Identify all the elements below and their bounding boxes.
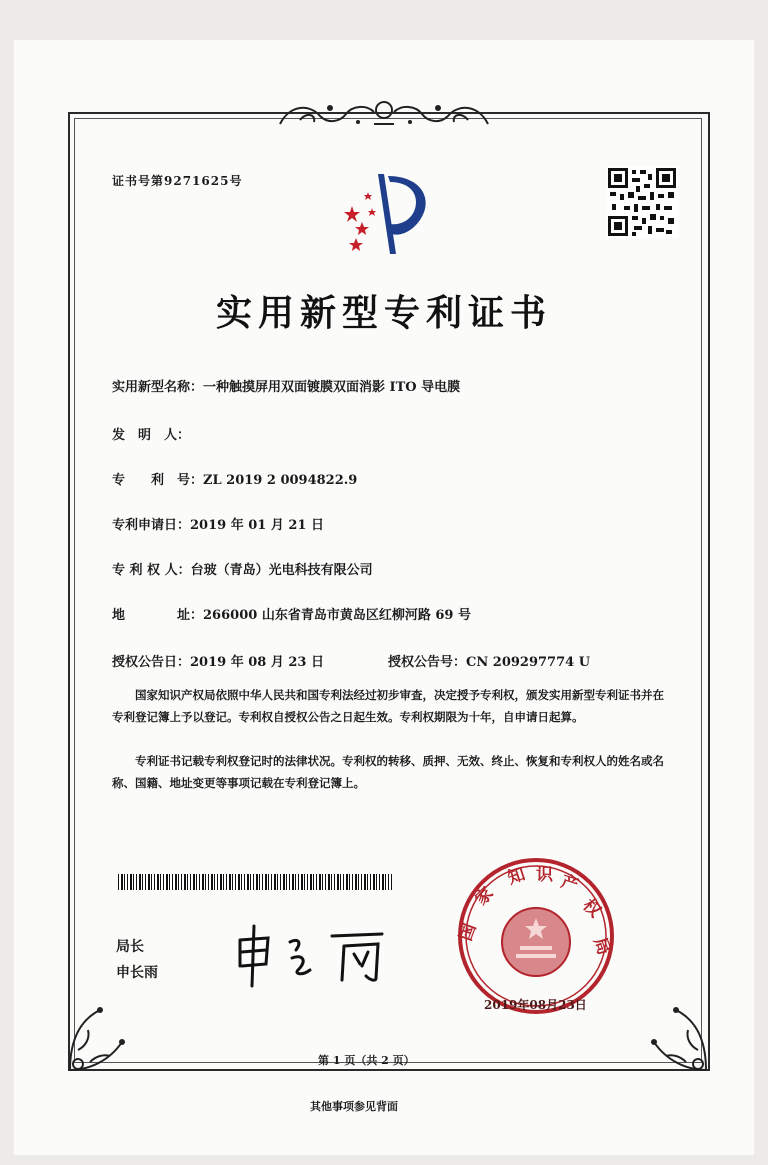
official-seal — [456, 856, 616, 1016]
inventor-label: 发 明 人： — [112, 428, 191, 443]
certificate-number: 证书号第9271625号 — [112, 174, 243, 188]
patentee-label: 专 利 权 人： — [112, 563, 191, 578]
legal-status-paragraph: 专利证书记载专利权登记时的法律状况。专利权的转移、质押、无效、终止、恢复和专利权人的姓名或名称、国籍、地址变更等事项记载在专利登记簿上。 — [112, 754, 664, 790]
grant-number-value: CN 209297774 U — [466, 655, 591, 670]
patent-number-row — [112, 469, 357, 488]
grant-date-label: 授权公告日： — [112, 655, 191, 670]
patentee-row — [112, 559, 373, 578]
bottom-right-ornament — [636, 990, 716, 1080]
seal-date: 2019年08月23日 — [484, 998, 587, 1012]
director-title: 局长 — [116, 939, 144, 955]
inventor-row — [112, 424, 190, 443]
svg-text:知: 知 — [505, 864, 528, 889]
filing-date-row — [112, 514, 324, 533]
qr-code — [606, 166, 678, 238]
utility-model-name-label: 实用新型名称： — [112, 380, 204, 395]
address-value: 266000 山东省青岛市黄岛区红柳河路 69 号 — [203, 608, 471, 623]
director-signature — [232, 920, 402, 990]
svg-text:产: 产 — [558, 871, 581, 897]
grant-number-row — [388, 651, 590, 670]
page-indicator: 第 1 页（共 2 页） — [318, 1054, 415, 1067]
address-row — [112, 604, 471, 623]
filing-date-label: 专利申请日： — [112, 518, 191, 533]
patent-number-value: ZL 2019 2 0094822.9 — [203, 473, 358, 488]
top-ornament — [270, 94, 498, 134]
utility-model-name-value: 一种触摸屏用双面镀膜双面消影 ITO 导电膜 — [203, 380, 461, 395]
see-reverse-note: 其他事项参见背面 — [310, 1100, 398, 1113]
svg-text:国: 国 — [456, 920, 481, 944]
svg-text:家: 家 — [471, 883, 498, 910]
patent-office-logo — [332, 168, 444, 260]
bottom-left-ornament — [60, 990, 140, 1080]
grant-date-value: 2019 年 08 月 23 日 — [190, 655, 325, 670]
grant-date-row — [112, 651, 324, 670]
svg-text:权: 权 — [578, 895, 605, 922]
barcode — [118, 874, 392, 890]
filing-date-value: 2019 年 01 月 21 日 — [190, 518, 325, 533]
svg-text:识: 识 — [536, 865, 553, 885]
address-label: 地 址： — [112, 608, 204, 623]
utility-model-name-row — [112, 376, 460, 395]
director-name: 申长雨 — [116, 965, 158, 981]
patentee-value: 台玻（青岛）光电科技有限公司 — [190, 563, 373, 578]
svg-text:局: 局 — [589, 934, 614, 958]
grant-number-label: 授权公告号： — [388, 655, 467, 670]
patent-number-label: 专 利 号： — [112, 473, 204, 488]
grant-statement-paragraph: 国家知识产权局依照中华人民共和国专利法经过初步审查，决定授予专利权，颁发实用新型专利证书并在专利登记簿上予以登记。专利权自授权公告之日起生效。专利权期限为十年，自申请日起算。 — [112, 688, 664, 724]
certificate-title: 实用新型专利证书 — [216, 292, 553, 334]
